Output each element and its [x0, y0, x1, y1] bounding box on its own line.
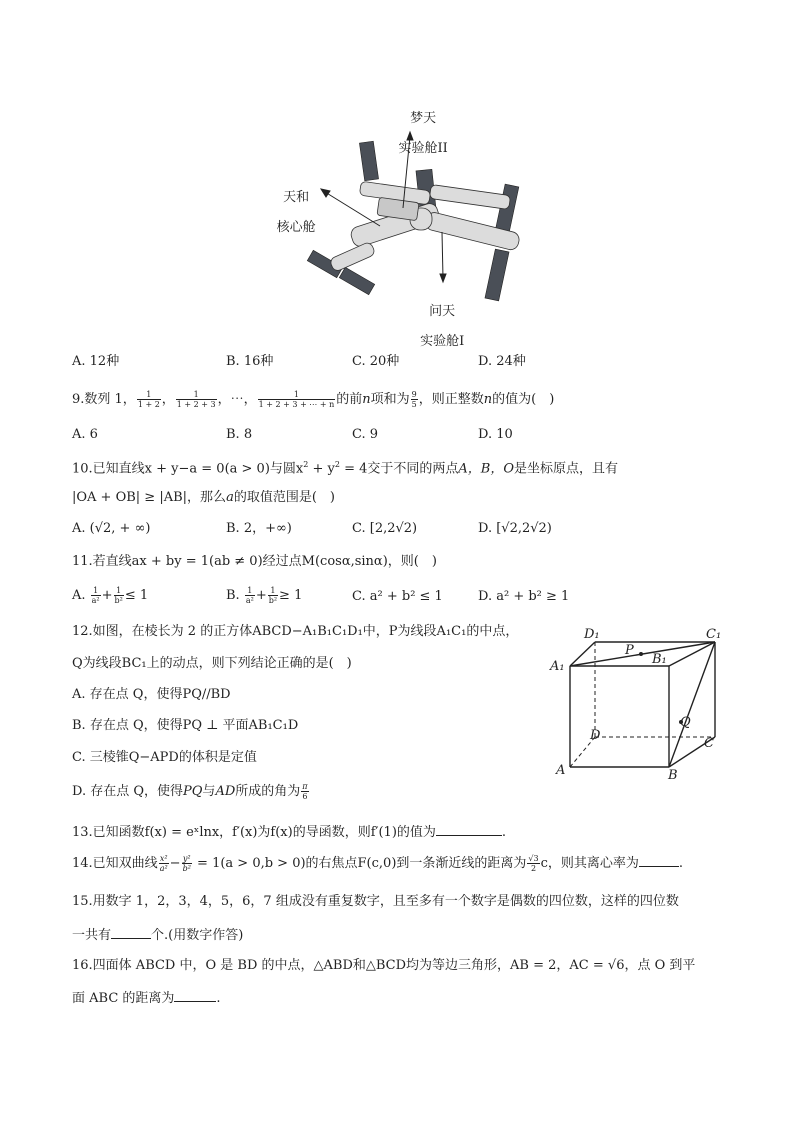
q10-option-c: C. [2,2√2) — [352, 521, 418, 536]
q9-option-d: D. 10 — [478, 427, 513, 442]
q9-var-n2: n — [483, 392, 493, 407]
q9-frac2 — [176, 390, 217, 409]
q14-end: . — [678, 856, 683, 871]
q14-text-c: c，则其离心率为 — [540, 856, 639, 871]
q8-option-b: B. 16种 — [226, 354, 274, 369]
q11b-frac2: $\frac{1}{\text{b²}}$ — [268, 586, 278, 605]
q12-line1: 12.如图，在棱长为 2 的正方体ABCD−A₁B₁C₁D₁中，P为线段A₁C₁的中点， — [72, 624, 519, 639]
q10-text-e: ，那么 — [187, 490, 227, 505]
q12d-frac-den: 6 — [302, 792, 308, 801]
q9-frac1 — [137, 390, 161, 409]
q15-text-a: 一共有 — [72, 928, 112, 943]
q14-frac-r-num: √3 — [528, 854, 539, 863]
q14-frac-r-den: 2 — [530, 864, 537, 873]
q10-line2 — [72, 490, 335, 506]
q9-ellipsis: ，⋯， — [217, 392, 257, 407]
label-tianhe-line1: 天和 — [283, 190, 310, 205]
q9-frac2-den: 1 + 2 + 3 — [176, 400, 216, 409]
q10-option-d: D. [√2,2√2) — [478, 521, 552, 536]
q10-text-b: + y — [308, 461, 335, 477]
q13-text: 13.已知函数f(x) = eˣlnx，f′(x)为f(x)的导函数，则f′(1)的值为 — [72, 825, 436, 840]
q11a-frac2: $\frac{1}{\text{b²}}$ — [114, 586, 123, 605]
q9-option-c: C. 9 — [352, 427, 379, 442]
q9-frac4-num: 9 — [411, 390, 417, 399]
q12d-ad: AD — [215, 784, 236, 799]
q9-stem: 9.数列 1， $\frac{1}{1 + 2}$ ， $\frac{1}{1 + 2 + 3}$ ，⋯， $\frac{1}{1 + 2 + 3 + \cdots + n}$ 的前n项和为 $\frac{9}{5}$ ，则正整数n的值为( ) — [72, 390, 555, 409]
q13-answer-blank[interactable] — [436, 823, 502, 836]
q8-option-c: C. 20种 — [352, 354, 400, 369]
q12-option-b: B. 存在点 Q，使得PQ ⊥ 平面AB₁C₁D — [72, 718, 299, 733]
q13-stem — [72, 823, 506, 841]
q12d-text-e: 所成的角为 — [235, 784, 301, 799]
q14-frac-y-num: y² — [182, 854, 191, 863]
cube-label-q: Q — [680, 715, 691, 730]
q16-line1: 16.四面体 ABCD 中，O 是 BD 的中点，△ABD和△BCD均为等边三角形，AB = 2，AC = √6，点 O 到平 — [72, 958, 696, 973]
q14-answer-blank[interactable] — [639, 854, 679, 867]
q12d-frac — [301, 782, 308, 801]
label-mengtian-line2: 实验舱II — [398, 141, 448, 156]
q10-option-b: B. 2，+∞) — [226, 521, 292, 536]
q9-prefix: 9.数列 1， — [72, 392, 136, 407]
q16-text-a: 面 ABC 的距离为 — [72, 991, 175, 1006]
q11b-frac1: $\frac{1}{\text{a²}}$ — [245, 586, 254, 605]
cube-figure — [548, 624, 734, 784]
q11-option-c: C. a² + b² ≤ 1 — [352, 589, 443, 604]
q15-line2 — [72, 926, 243, 944]
q11-option-b: B. $\frac{1}{\text{a²}}$ + $\frac{1}{\text{b²}}$ ≥ 1 — [226, 586, 303, 605]
label-mengtian — [390, 96, 448, 156]
q12-option-d — [72, 782, 310, 802]
q12d-text-a: D. 存在点 Q，使得 — [72, 784, 184, 799]
q8-option-a: A. 12种 — [72, 354, 120, 369]
q10-text-f: 的取值范围是( ) — [233, 490, 335, 505]
cube-label-a1: A₁ — [550, 659, 565, 674]
q12d-pq: PQ — [183, 784, 203, 799]
q11-option-d: D. a² + b² ≥ 1 — [478, 589, 570, 604]
label-tianhe-line2: 核心舱 — [276, 220, 316, 235]
q10-text-a: 10.已知直线x + y−a = 0(a > 0)与圆x — [72, 461, 304, 477]
q12d-frac-num: π — [302, 782, 308, 791]
q9-option-a: A. 6 — [72, 427, 98, 442]
q16-line2 — [72, 989, 221, 1007]
q11a-frac1: $\frac{1}{\text{a²}}$ — [91, 586, 100, 605]
q14-frac-y — [182, 854, 192, 873]
q14-minus: − — [169, 856, 181, 871]
cube-label-d1: D₁ — [584, 627, 600, 642]
label-wentian — [410, 289, 466, 349]
q11a-tail: ≤ 1 — [124, 588, 149, 603]
q15-answer-blank[interactable] — [111, 926, 151, 939]
q15-text-b: 个.(用数字作答) — [151, 928, 244, 943]
q9-mid3: ，则正整数 — [418, 392, 484, 407]
q12d-text-c: 与 — [202, 784, 216, 799]
q9-frac1-num: 1 — [137, 390, 161, 400]
q13-end: . — [501, 825, 507, 840]
q15-line1: 15.用数字 1，2，3，4，5，6，7 组成没有重复数字，且至多有一个数字是偶数的四位数，这样的四位数 — [72, 894, 679, 909]
cube-label-b1: B₁ — [652, 652, 667, 667]
cube-label-c1: C₁ — [706, 627, 722, 642]
q9-mid: 的前 — [336, 392, 363, 407]
q9-frac4 — [411, 390, 418, 409]
label-wentian-line2: 实验舱I — [420, 334, 465, 349]
cube-label-d: D — [590, 728, 601, 743]
q9-frac3-num: 1 — [258, 390, 336, 400]
cube-label-p: P — [625, 643, 634, 658]
q9-var-n1: n — [362, 392, 371, 407]
q9-frac3-den: 1 + 2 + 3 + ⋯ + n — [258, 400, 335, 409]
q9-frac3 — [258, 390, 336, 409]
label-mengtian-line1: 梦天 — [410, 111, 437, 126]
q12-option-a: A. 存在点 Q，使得PQ//BD — [72, 687, 231, 702]
q9-frac1-den: 1 + 2 — [137, 400, 160, 409]
q10-line1: 10.已知直线x + y−a = 0(a > 0)与圆$x^2 + y^2 = 4$交于不同的两点A，B，O是坐标原点，且有 — [72, 460, 618, 477]
q11-option-a: A. $\frac{1}{\text{a²}}$ + $\frac{1}{\text{b²}}$ ≤ 1 — [72, 586, 149, 605]
q14-stem — [72, 852, 683, 876]
label-wentian-line1: 问天 — [429, 304, 456, 319]
q12-option-c: C. 三棱锥Q−APD的体积是定值 — [72, 750, 257, 765]
q10-option-a: A. (√2, + ∞) — [72, 521, 151, 536]
q10-points: A，B，O — [458, 461, 514, 477]
space-station-figure — [300, 130, 540, 310]
q14-text-a: 14.已知双曲线 — [72, 856, 158, 871]
q14-frac-x-den: a² — [159, 864, 168, 873]
q14-text-b: = 1(a > 0,b > 0)的右焦点F(c,0)到一条渐近线的距离为 — [192, 856, 527, 871]
q9-frac4-den: 5 — [411, 400, 417, 409]
q10-vector-expr: |OA + OB| ≥ |AB| — [72, 490, 188, 505]
q14-frac-r — [527, 854, 539, 873]
q11b-tail: ≥ 1 — [279, 588, 303, 603]
q14-frac-y-den: b² — [182, 864, 191, 873]
q16-text-b: . — [216, 991, 221, 1006]
q14-frac-x — [159, 854, 169, 873]
label-tianhe — [266, 175, 318, 235]
q8-option-d: D. 24种 — [478, 354, 526, 369]
q16-answer-blank[interactable] — [174, 989, 216, 1002]
cube-label-a: A — [556, 763, 566, 778]
q9-suffix: 的值为( ) — [492, 392, 555, 407]
q12-line2: Q为线段BC₁上的动点，则下列结论正确的是( ) — [72, 656, 352, 671]
q9-frac2-num: 1 — [176, 390, 217, 400]
q10-var-a: a — [226, 490, 234, 505]
q10-text-c: = 4交于不同的两点 — [339, 461, 459, 477]
q14-frac-x-num: x² — [159, 854, 168, 863]
cube-label-b: B — [668, 768, 678, 783]
q9-mid2: 项和为 — [370, 392, 410, 407]
q11-stem: 11.若直线ax + by = 1(ab ≠ 0)经过点M(cosα,sinα)，则( ) — [72, 554, 437, 569]
q9-option-b: B. 8 — [226, 427, 253, 442]
cube-label-c: C — [704, 736, 714, 751]
q10-text-d: 是坐标原点，且有 — [513, 461, 618, 477]
